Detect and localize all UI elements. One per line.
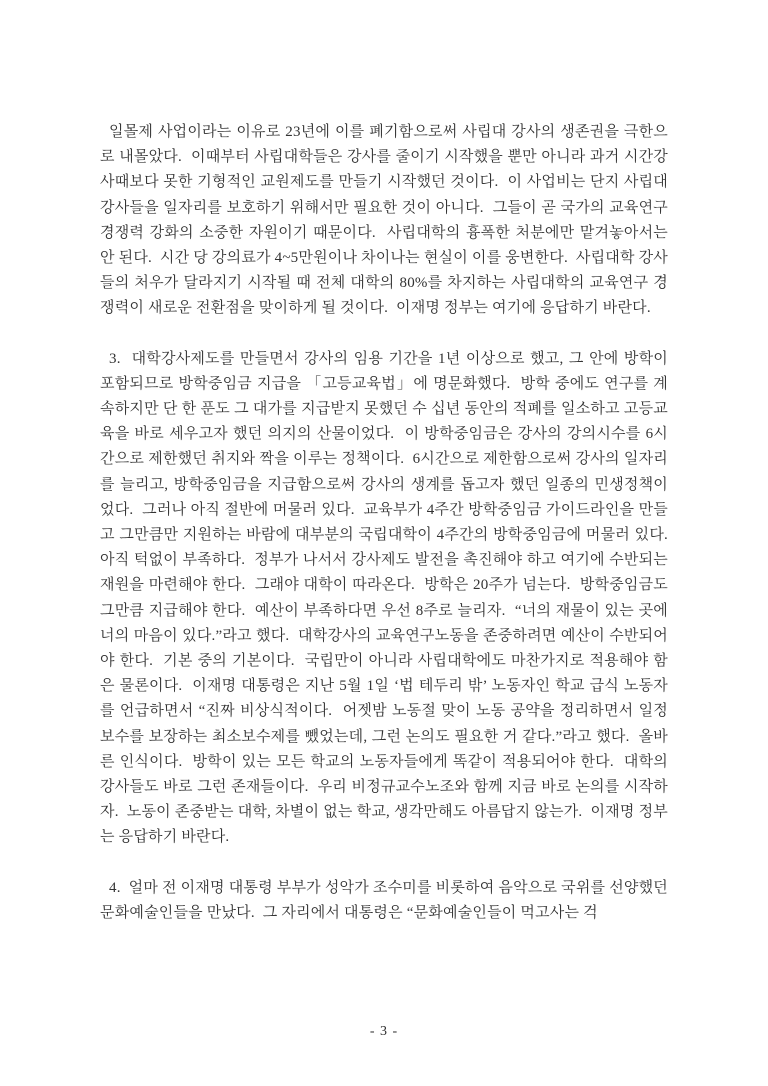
paragraph-item-4: 4. 얼마 전 이재명 대통령 부부가 성악가 조수미를 비롯하여 음악으로 국위를 선양했던 문화예술인들을 만났다. 그 자리에서 대통령은 “문화예술인들이 먹고사는 걱 — [100, 879, 672, 921]
paragraph-continued: 일몰제 사업이라는 이유로 23년에 이를 폐기함으로써 사립대 강사의 생존권을 극한으로 내몰았다. 이때부터 사립대학들은 강사를 줄이기 시작했을 뿐만 아니라 과거 시간강사때보다 못한 기형적인 교원제도를 만들기 시작했던 것이다. 이 사업비는 단지 사립대 강사들을 일자리를 보호하기 위해서만 필요한 것이 아니다. 그들이 곧 국가의 교육연구경쟁력 강화의 소중한 자원이기 때문이다. 사립대학의 흉폭한 처분에만 맡겨놓아서는 안 된다. 시간 당 강의료가 4~5만원이나 차이나는 현실이 이를 웅변한다. 사립대학 강사들의 처우가 달라지기 시작될 때 전체 대학의 80%를 차지하는 사립대학의 교육연구 경쟁력이 새로운 전환점을 맞이하게 될 것이다. 이재명 정부는 여기에 응답하기 바란다. — [100, 124, 672, 317]
page-number: - 3 - — [369, 1024, 399, 1039]
document-body — [100, 120, 676, 926]
paragraph-item-3: 3. 대학강사제도를 만들면서 강사의 임용 기간을 1년 이상으로 했고, 그 안에 방학이 포함되므로 방학중임금 지급을 「고등교육법」에 명문화했다. 방학 중에도 연구를 계속하지만 단 한 푼도 그 대가를 지급받지 못했던 수 십년 동안의 적폐를 일소하고 고등교육을 바로 세우고자 했던 의지의 산물이었다. 이 방학중임금은 강사의 강의시수를 6시간으로 제한했던 취지와 짝을 이루는 정책이다. 6시간으로 제한함으로써 강사의 일자리를 늘리고, 방학중임금을 지급함으로써 강사의 생계를 돕고자 했던 일종의 민생정책이었다. 그러나 아직 절반에 머물러 있다. 교육부가 4주간 방학중임금 가이드라인을 만들고 그만큼만 지원하는 바람에 대부분의 국립대학이 4주간의 방학중임금에 머물러 있다. 아직 턱없이 부족하다. 정부가 나서서 강사제도 발전을 촉진해야 하고 여기에 수반되는 재원을 마련해야 한다. 그래야 대학이 따라온다. 방학은 20주가 넘는다. 방학중임금도 그만큼 지급해야 한다. 예산이 부족하다면 우선 8주로 늘리자. “너의 재물이 있는 곳에 너의 마음이 있다.”라고 했다. 대학강사의 교육연구노동을 존중하려면 예산이 수반되어야 한다. 기본 중의 기본이다. 국립만이 아니라 사립대학에도 마찬가지로 적용해야 함은 물론이다. 이재명 대통령은 지난 5월 1일 ‘법 테두리 밖’ 노동자인 학교 급식 노동자를 언급하면서 “진짜 비상식적이다. 어젯밤 노동절 맞이 노동 공약을 정리하면서 일정 보수를 보장하는 최소보수제를 뺐었는데, 그런 논의도 필요한 거 같다.”라고 했다. 올바른 인식이다. 방학이 있는 모든 학교의 노동자들에게 똑같이 적용되어야 한다. 대학의 강사들도 바로 그런 존재들이다. 우리 비정규교수노조와 함께 지금 바로 논의를 시작하자. 노동이 존중받는 대학, 차별이 없는 학교, 생각만해도 아름답지 않는가. 이재명 정부는 응답하기 바란다. — [100, 350, 676, 846]
